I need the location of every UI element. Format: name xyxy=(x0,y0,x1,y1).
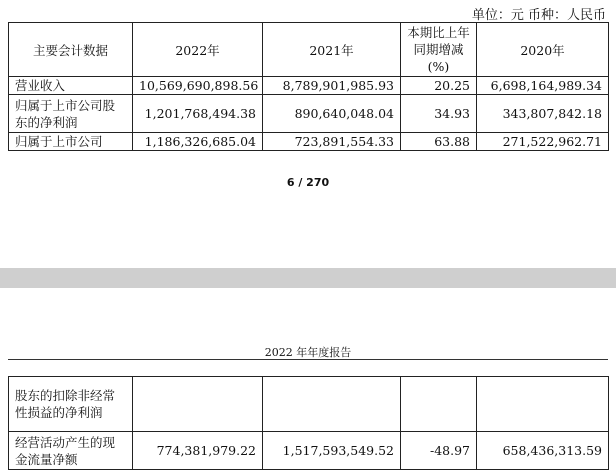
table-row xyxy=(9,95,609,133)
cell-2022: 1,201,768,494.38 xyxy=(133,95,263,133)
table-row xyxy=(9,432,609,470)
cell-2022: 774,381,979.22 xyxy=(133,432,263,470)
header-divider xyxy=(8,359,608,360)
cell-2022: 1,186,326,685.04 xyxy=(133,133,263,151)
cell-2021: 890,640,048.04 xyxy=(263,95,401,133)
table-row xyxy=(9,133,609,151)
row-label: 股东的扣除非经常性损益的净利润 xyxy=(9,377,133,432)
header-year-2020: 2020年 xyxy=(477,23,609,77)
cell-change xyxy=(401,377,477,432)
financial-data-table-top xyxy=(8,22,609,151)
cell-change: -48.97 xyxy=(401,432,477,470)
header-item: 主要会计数据 xyxy=(9,23,133,77)
cell-change: 63.88 xyxy=(401,133,477,151)
cell-2021: 723,891,554.33 xyxy=(263,133,401,151)
table-row xyxy=(9,377,609,432)
header-year-2021: 2021年 xyxy=(263,23,401,77)
cell-2021: 1,517,593,549.52 xyxy=(263,432,401,470)
cell-2020: 658,436,313.59 xyxy=(477,432,609,470)
cell-change: 34.93 xyxy=(401,95,477,133)
header-year-2022: 2022年 xyxy=(133,23,263,77)
cell-change: 20.25 xyxy=(401,77,477,95)
table-header-row xyxy=(9,23,609,77)
cell-2020: 271,522,962.71 xyxy=(477,133,609,151)
financial-data-table-bottom xyxy=(8,376,609,470)
header-change: 本期比上年同期增减(%) xyxy=(401,23,477,77)
cell-2021 xyxy=(263,377,401,432)
cell-2022: 10,569,690,898.56 xyxy=(133,77,263,95)
table-row xyxy=(9,77,609,95)
currency-unit-note: 单位：元 币种：人民币 xyxy=(471,8,606,23)
row-label: 营业收入 xyxy=(9,77,133,95)
page-number: 6 / 270 xyxy=(286,176,330,189)
row-label: 归属于上市公司股东的净利润 xyxy=(9,95,133,133)
row-label: 归属于上市公司 xyxy=(9,133,133,151)
cell-2021: 8,789,901,985.93 xyxy=(263,77,401,95)
cell-2020: 6,698,164,989.34 xyxy=(477,77,609,95)
row-label: 经营活动产生的现金流量净额 xyxy=(9,432,133,470)
page-break-band xyxy=(0,268,616,288)
report-running-header: 2022 年年度报告 xyxy=(264,346,352,359)
cell-2020 xyxy=(477,377,609,432)
cell-2020: 343,807,842.18 xyxy=(477,95,609,133)
cell-2022 xyxy=(133,377,263,432)
